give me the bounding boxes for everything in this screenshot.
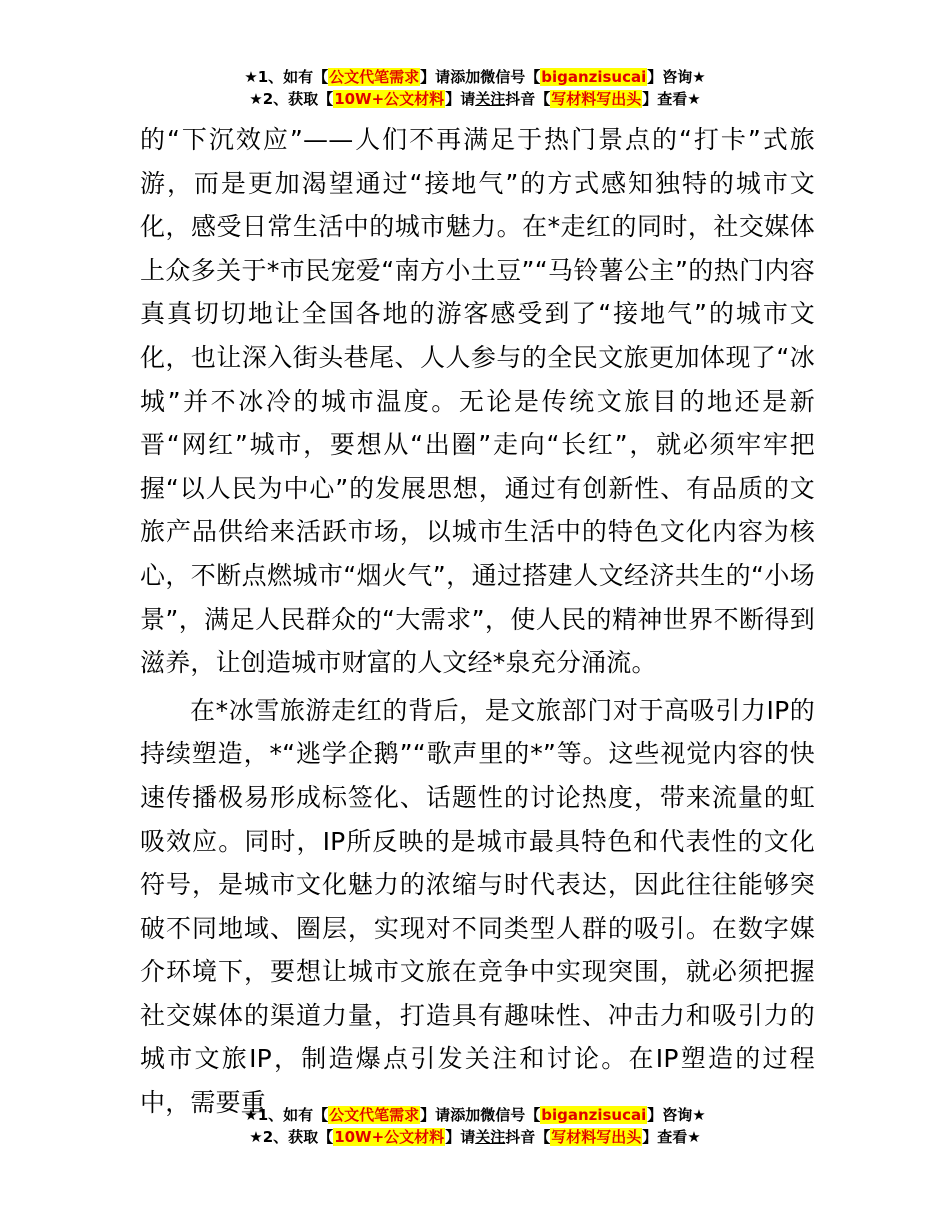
footer-line2-suffix: 】查看★ (642, 1128, 701, 1146)
footer-line2-mid-1: 】请 (445, 1128, 476, 1146)
banner-line2-suffix: 】查看★ (642, 90, 701, 108)
banner-line1-mid-1: 】请 (420, 68, 451, 86)
banner-line1-highlight-1: 公文代笔需求 (329, 68, 420, 86)
footer-line1-prefix: ★1、如有【 (244, 1106, 329, 1124)
footer-line1-emphasis: 添加 (450, 1106, 481, 1124)
footer-line1-suffix: 】咨询★ (647, 1106, 706, 1124)
banner-line1-suffix: 】咨询★ (647, 68, 706, 86)
footer-line1-highlight-1: 公文代笔需求 (329, 1106, 420, 1124)
banner-line1-prefix: ★1、如有【 (244, 68, 329, 86)
banner-line2-mid-2: 抖音【 (505, 90, 551, 108)
banner-line2-emphasis: 关注 (475, 90, 506, 108)
footer-line1-mid-1: 】请 (420, 1106, 451, 1124)
banner-line-2 (0, 88, 950, 110)
header-banner (0, 66, 950, 110)
banner-line2-prefix: ★2、获取【 (249, 90, 334, 108)
footer-line2-highlight-2: 写材料写出头 (551, 1128, 642, 1146)
banner-line-1 (0, 66, 950, 88)
footer-line2-highlight-1: 10W+公文材料 (334, 1128, 445, 1146)
document-body (140, 118, 815, 1125)
footer-line-1 (0, 1104, 950, 1126)
footer-line1-mid-2: 微信号【 (480, 1106, 541, 1124)
footer-line1-highlight-2: biganzisucai (541, 1106, 647, 1124)
paragraph-2: 在*冰雪旅游走红的背后，是文旅部门对于高吸引力IP的持续塑造，*“逃学企鹅”“歌声里的*”等。这些视觉内容的快速传播极易形成标签化、话题性的讨论热度，带来流量的虹吸效应。同时，IP所反映的是城市最具特色和代表性的文化符号，是城市文化魅力的浓缩与时代表达，因此往往能够突破不同地域、圈层，实现对不同类型人群的吸引。在数字媒介环境下，要想让城市文旅在竞争中实现突围，就必须把握社交媒体的渠道力量，打造具有趣味性、冲击力和吸引力的城市文旅IP，制造爆点引发关注和讨论。在IP塑造的过程中，需要重 (140, 695, 815, 1118)
footer-banner (0, 1104, 950, 1148)
footer-line2-prefix: ★2、获取【 (249, 1128, 334, 1146)
paragraph-1: 的“下沉效应”——人们不再满足于热门景点的“打卡”式旅游，而是更加渴望通过“接地气”的方式感知独特的城市文化，感受日常生活中的城市魅力。在*走红的同时，社交媒体上众多关于*市民宠爱“南方小土豆”“马铃薯公主”的热门内容真真切切地让全国各地的游客感受到了“接地气”的城市文化，也让深入街头巷尾、人人参与的全民文旅更加体现了“冰城”并不冰冷的城市温度。无论是传统文旅目的地还是新晋“网红”城市，要想从“出圈”走向“长红”，就必须牢牢把握“以人民为中心”的发展思想，通过有创新性、有品质的文旅产品供给来活跃市场，以城市生活中的特色文化内容为核心，不断点燃城市“烟火气”，通过搭建人文经济共生的“小场景”，满足人民群众的“大需求”，使人民的精神世界不断得到滋养，让创造城市财富的人文经*泉充分涌流。 (140, 125, 815, 678)
footer-line2-emphasis: 关注 (475, 1128, 506, 1146)
footer-line2-mid-2: 抖音【 (505, 1128, 551, 1146)
banner-line1-highlight-2: biganzisucai (541, 68, 647, 86)
banner-line2-mid-1: 】请 (445, 90, 476, 108)
banner-line1-mid-2: 微信号【 (480, 68, 541, 86)
banner-line2-highlight-2: 写材料写出头 (551, 90, 642, 108)
footer-line-2 (0, 1126, 950, 1148)
banner-line1-emphasis: 添加 (450, 68, 481, 86)
banner-line2-highlight-1: 10W+公文材料 (334, 90, 445, 108)
